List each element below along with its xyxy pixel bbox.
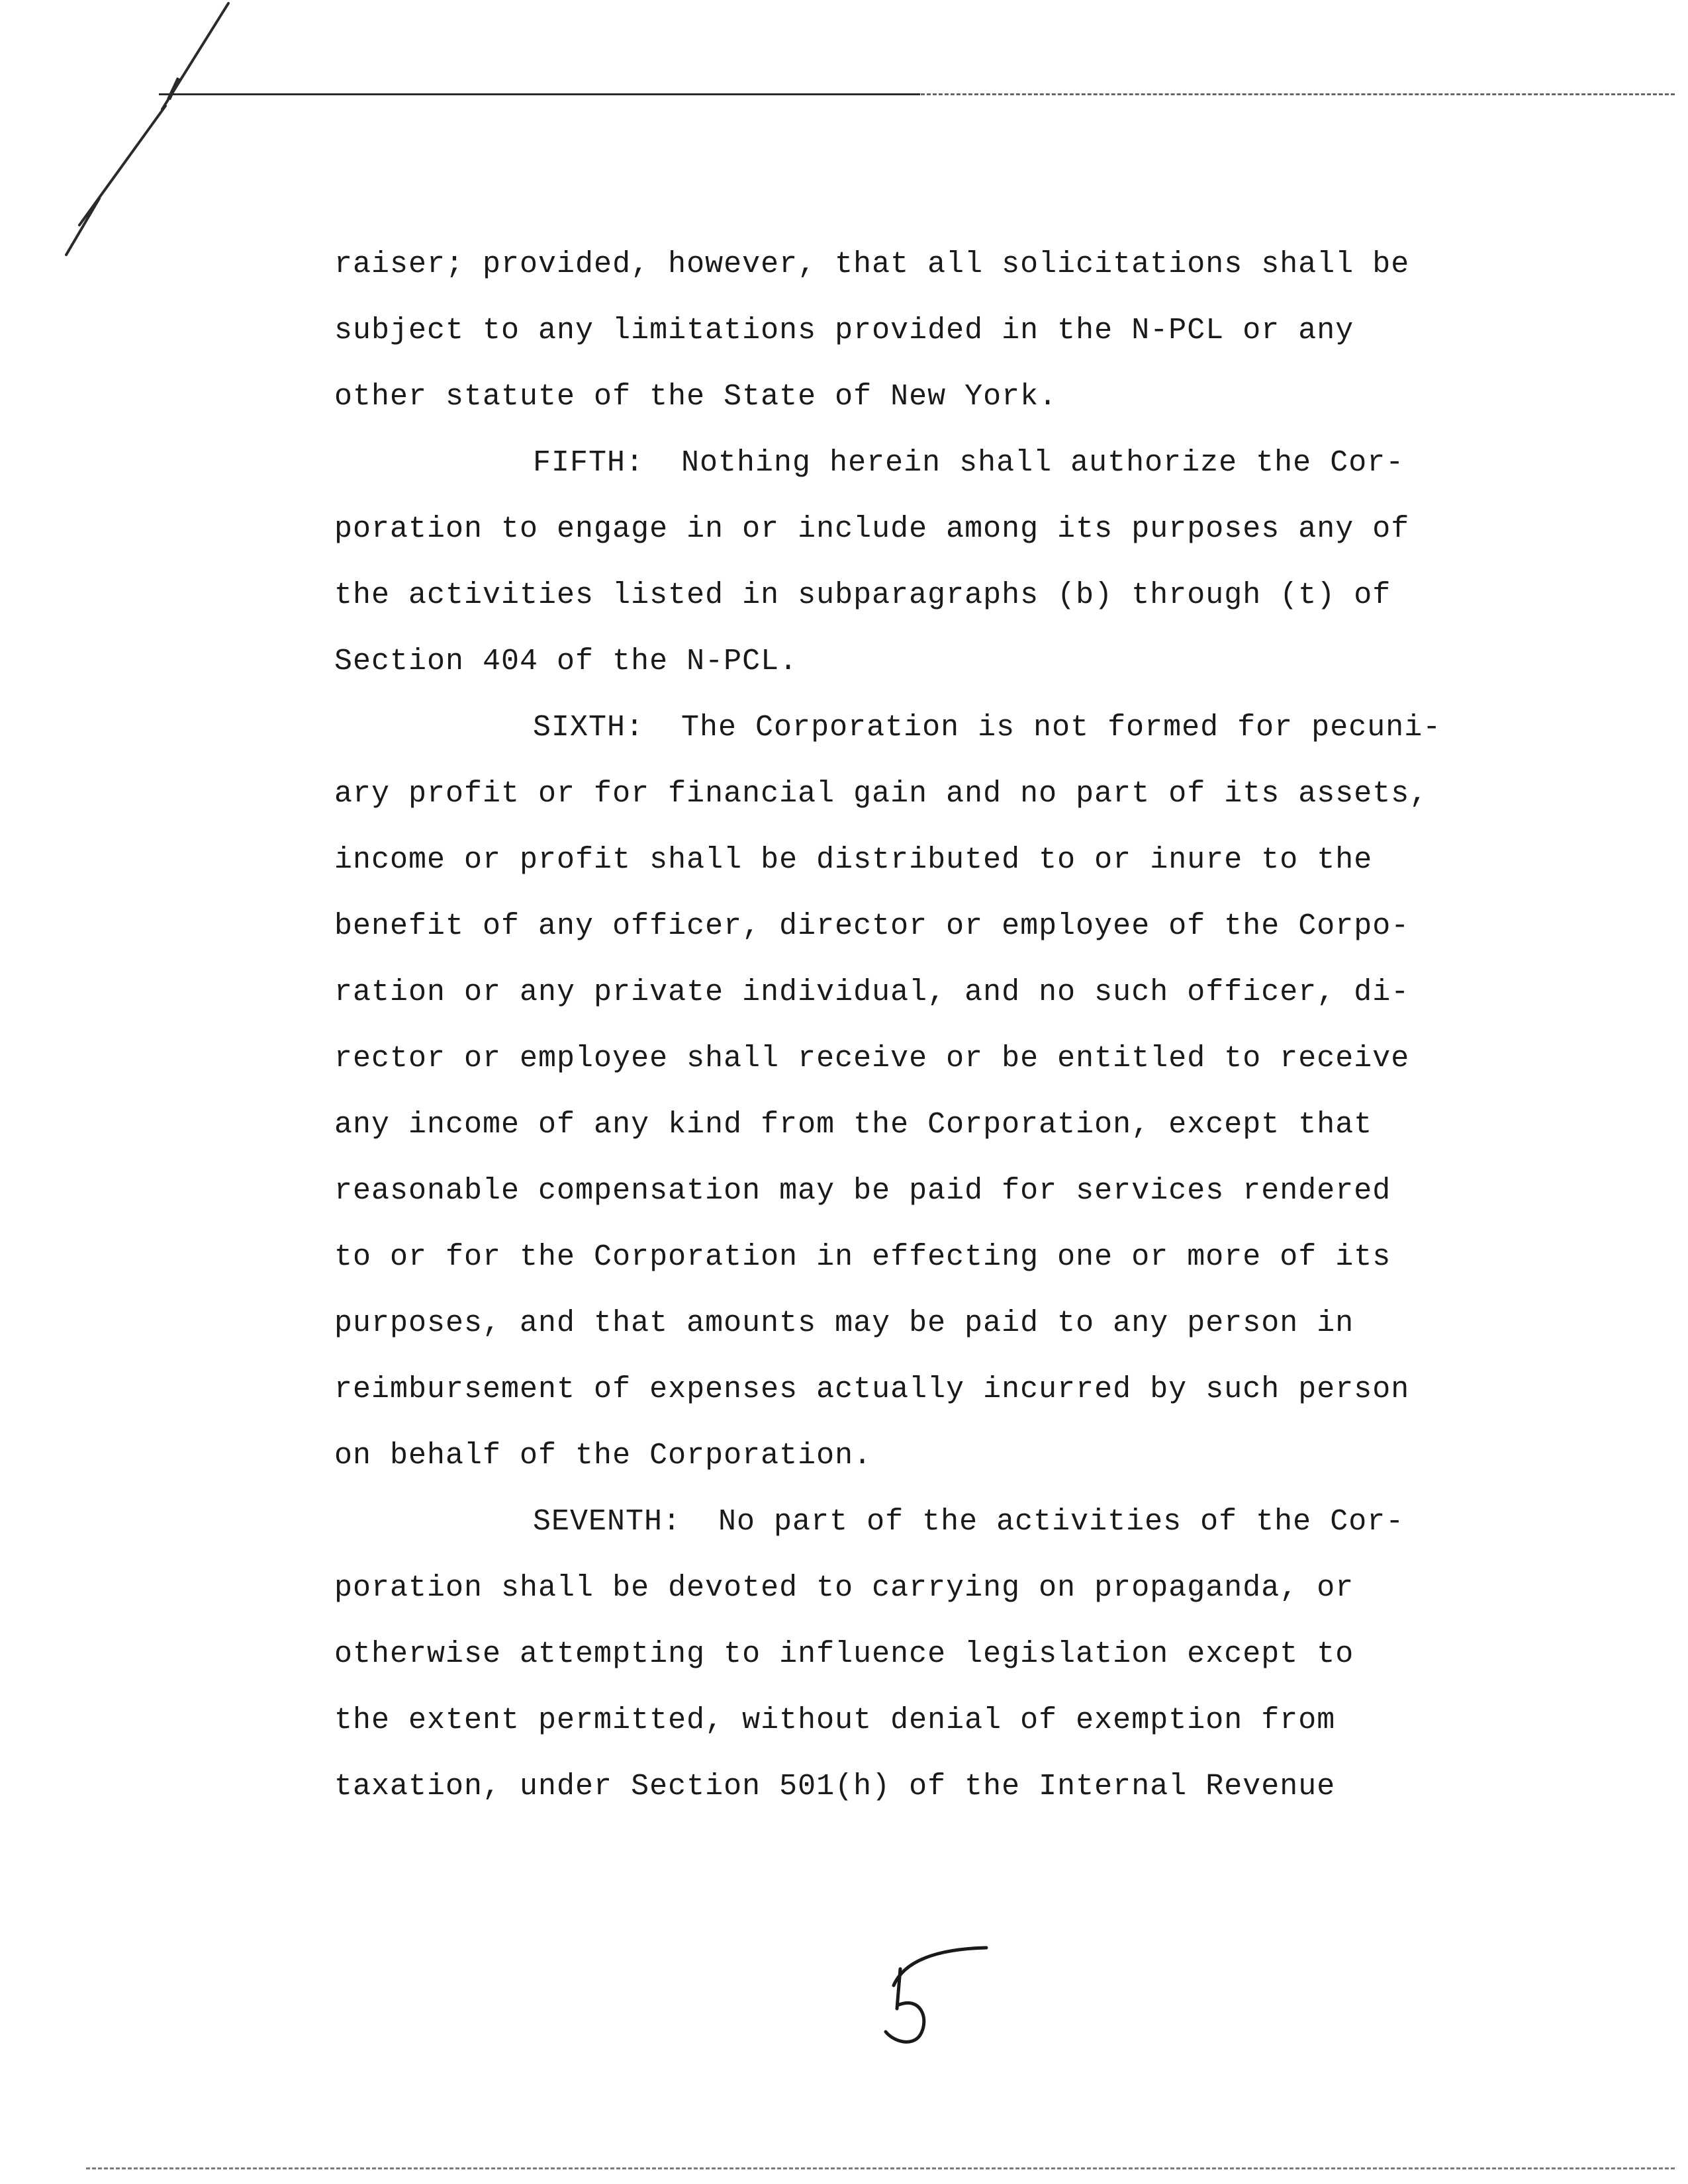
text-line: ary profit or for financial gain and no part of its assets, xyxy=(334,777,1429,811)
text-line: to or for the Corporation in effecting one or more of its xyxy=(334,1240,1391,1274)
text-line: on behalf of the Corporation. xyxy=(334,1439,872,1473)
text-line: ration or any private individual, and no such officer, di- xyxy=(334,976,1410,1009)
text-line: taxation, under Section 501(h) of the Internal Revenue xyxy=(334,1770,1336,1803)
document-body xyxy=(334,232,1526,1820)
handwritten-page-number xyxy=(874,1936,1006,2055)
text-line: poration shall be devoted to carrying on propaganda, or xyxy=(334,1571,1354,1605)
article-seventh-heading-line: SEVENTH: No part of the activities of the Cor- xyxy=(533,1505,1405,1539)
bottom-rule xyxy=(86,2167,1675,2169)
text-line: other statute of the State of New York. xyxy=(334,380,1058,414)
text-line: reasonable compensation may be paid for services rendered xyxy=(334,1174,1391,1208)
text-line: the activities listed in subparagraphs (b) through (t) of xyxy=(334,578,1391,612)
text-line: poration to engage in or include among its purposes any of xyxy=(334,512,1410,546)
article-fifth-heading-line: FIFTH: Nothing herein shall authorize the Cor- xyxy=(533,446,1405,480)
text-line: income or profit shall be distributed to or inure to the xyxy=(334,843,1373,877)
text-line: subject to any limitations provided in the N-PCL or any xyxy=(334,314,1354,347)
top-rule xyxy=(159,93,920,95)
text-line: benefit of any officer, director or employee of the Corpo- xyxy=(334,909,1410,943)
text-line: Section 404 of the N-PCL. xyxy=(334,645,798,678)
corner-pen-stroke xyxy=(0,0,265,278)
text-line: reimbursement of expenses actually incurred by such person xyxy=(334,1373,1410,1406)
text-line: any income of any kind from the Corporation, except that xyxy=(334,1108,1373,1142)
article-sixth-heading-line: SIXTH: The Corporation is not formed for pecuni- xyxy=(533,711,1442,745)
text-line: purposes, and that amounts may be paid to any person in xyxy=(334,1306,1354,1340)
text-line: otherwise attempting to influence legislation except to xyxy=(334,1637,1354,1671)
text-line: raiser; provided, however, that all solicitations shall be xyxy=(334,248,1410,281)
text-line: the extent permitted, without denial of exemption from xyxy=(334,1704,1336,1737)
text-line: rector or employee shall receive or be entitled to receive xyxy=(334,1042,1410,1075)
